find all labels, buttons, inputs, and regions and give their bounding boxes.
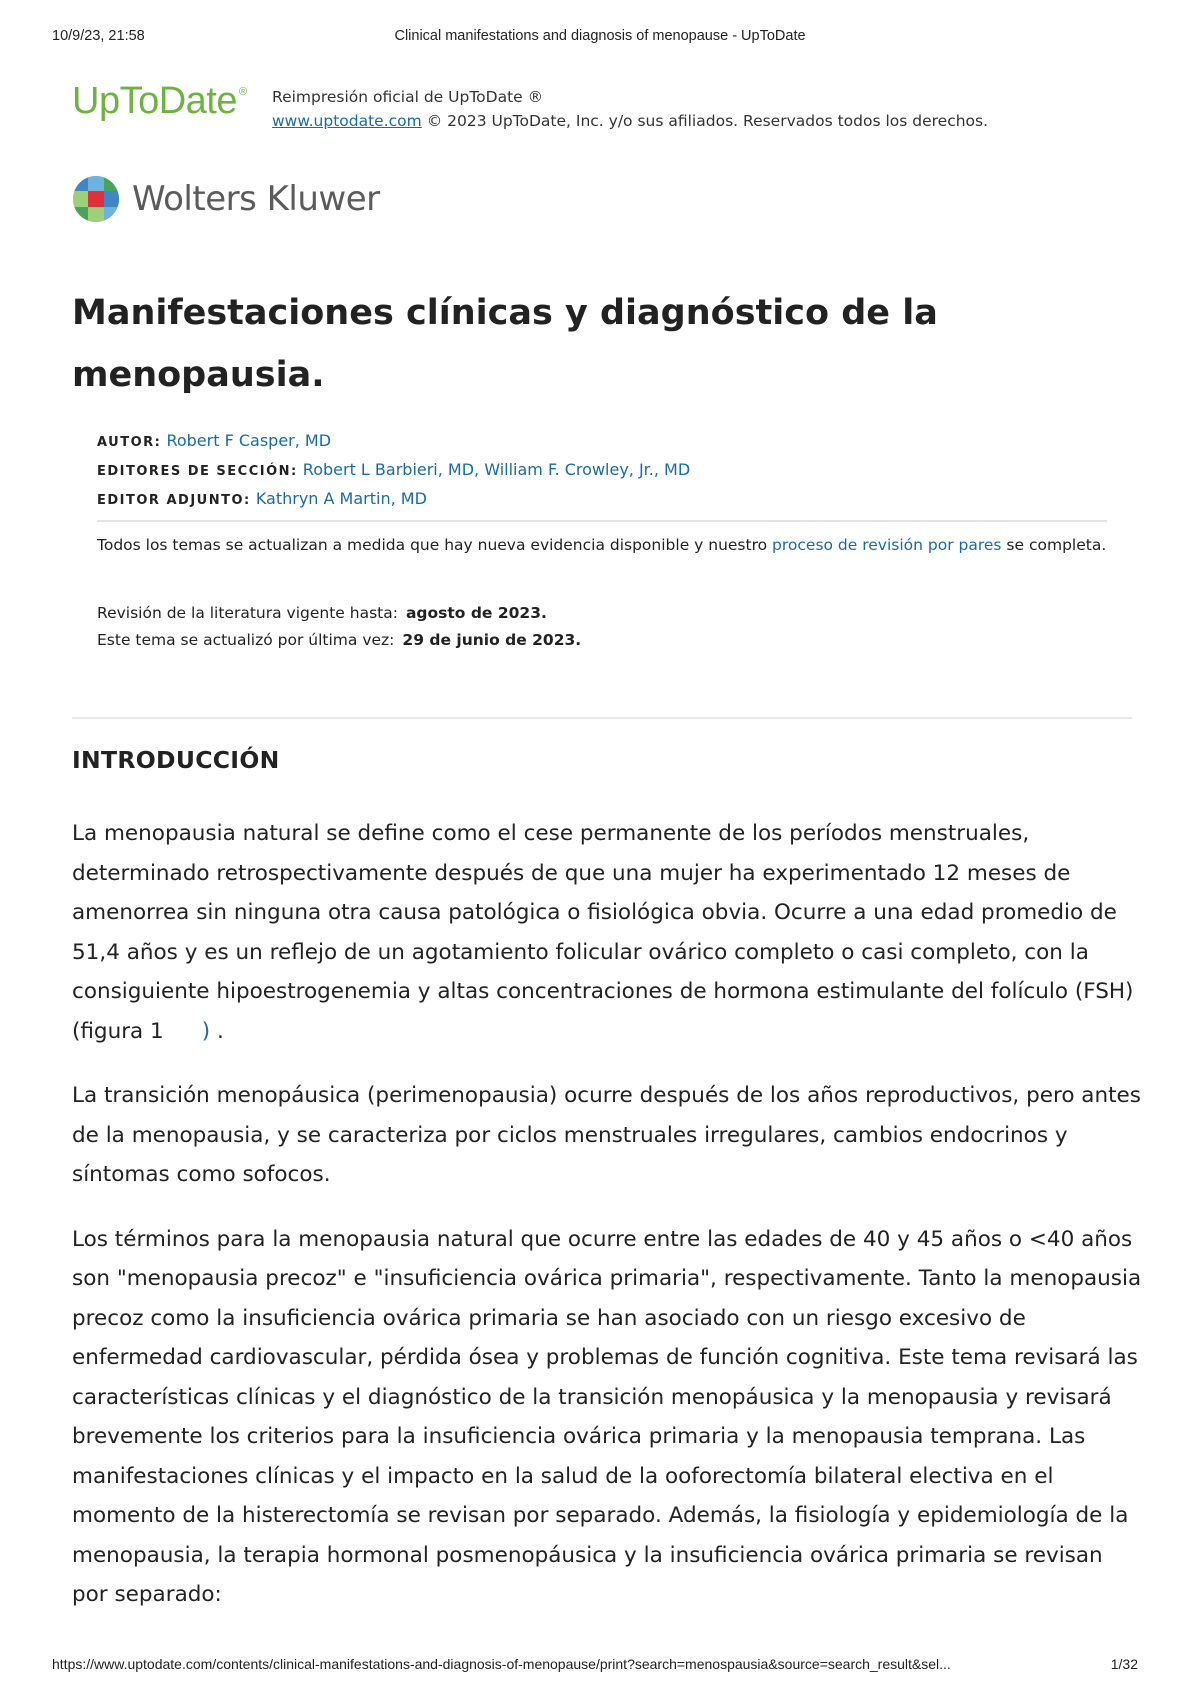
author-label: AUTOR: xyxy=(97,435,162,450)
registered-mark: ® xyxy=(238,86,247,99)
section-editors-link[interactable]: Robert L Barbieri, MD, William F. Crowley, Jr., MD xyxy=(302,460,691,479)
reprint-line: Reimpresión oficial de UpToDate ® xyxy=(272,88,544,106)
lit-review-date: agosto de 2023. xyxy=(405,604,547,622)
section-editors-row xyxy=(97,456,690,485)
print-footer xyxy=(52,1656,1148,1678)
wolters-kluwer-wordmark: Wolters Kluwer xyxy=(132,179,380,219)
lit-review-row xyxy=(97,600,581,627)
divider xyxy=(97,520,1107,522)
intro-body xyxy=(72,814,1142,1640)
intro-heading: INTRODUCCIÓN xyxy=(72,746,280,774)
copyright-line xyxy=(272,112,988,130)
section-divider xyxy=(72,717,1132,719)
deputy-editor-link[interactable]: Kathryn A Martin, MD xyxy=(255,489,427,508)
last-updated-label: Este tema se actualizó por última vez: xyxy=(97,631,395,649)
author-block xyxy=(97,427,690,514)
copyright-text: © 2023 UpToDate, Inc. y/o sus afiliados. Reservados todos los derechos. xyxy=(426,112,989,130)
author-link[interactable]: Robert F Casper, MD xyxy=(166,431,332,450)
print-page-title: Clinical manifestations and diagnosis of menopause - UpToDate xyxy=(394,28,806,44)
uptodate-site-link[interactable]: www.uptodate.com xyxy=(272,112,422,130)
last-updated-row xyxy=(97,627,581,654)
uptodate-logo-text: UpToDate xyxy=(72,80,237,122)
article-title: Manifestaciones clínicas y diagnóstico de la menopausia. xyxy=(72,293,938,395)
deputy-editor-label: EDITOR ADJUNTO: xyxy=(97,493,251,508)
update-note-text: Todos los temas se actualizan a medida que hay nueva evidencia disponible y nuestro xyxy=(97,536,773,554)
intro-paragraph-2: La transición menopáusica (perimenopausia) ocurre después de los años reproductivos, pero antes de la menopausia, y se caracteriza por ciclos menstruales irregulares, cambios endocrinos y síntomas como sofocos. xyxy=(72,1083,1141,1187)
intro-paragraph-1 xyxy=(72,814,1142,1051)
page-number: 1/32 xyxy=(1110,1656,1138,1672)
peer-review-link[interactable]: proceso de revisión por pares xyxy=(772,536,1002,554)
section-editors-label: EDITORES DE SECCIÓN: xyxy=(97,464,298,479)
reprint-notice xyxy=(272,88,988,130)
author-row xyxy=(97,427,690,456)
update-note xyxy=(97,533,1107,558)
figure-1-label: figura 1 xyxy=(80,1018,164,1044)
uptodate-logo xyxy=(72,80,247,123)
paragraph-end: . xyxy=(210,1018,224,1044)
deputy-editor-row xyxy=(97,485,690,514)
print-url: https://www.uptodate.com/contents/clinical-manifestations-and-diagnosis-of-menopause/print?search=menospausia&source=search_result&sel... xyxy=(52,1656,951,1672)
paragraph-text: La menopausia natural se define como el cese permanente de los períodos menstruales, determinado retrospectivamente después de que una mujer ha experimentado 12 meses de amenorrea sin ninguna otra causa patológica o fisiológica obvia. Ocurre a una edad promedio de 51,4 años y es un reflejo de un agotamiento folicular ovárico completo o casi completo, con la consiguiente hipoestrogenemia y altas concentraciones de hormona estimulante del folículo (FSH) ( xyxy=(72,821,1134,1044)
print-header xyxy=(52,28,1148,50)
lit-review-label: Revisión de la literatura vigente hasta: xyxy=(97,604,398,622)
last-updated-date: 29 de junio de 2023. xyxy=(402,631,582,649)
wolters-kluwer-mark-icon xyxy=(72,175,120,223)
update-note-end: se completa. xyxy=(1001,536,1107,554)
review-dates xyxy=(97,600,581,654)
intro-paragraph-3: Los términos para la menopausia natural que ocurre entre las edades de 40 y 45 años o <40 años son "menopausia precoz" e "insuficiencia ovárica primaria", respectivamente. Tanto la menopausia precoz como la insuficiencia ovárica primaria se han asociado con un riesgo excesivo de enfermedad cardiovascular, pérdida ósea y problemas de función cognitiva. Este tema revisará las características clínicas y el diagnóstico de la transición menopáusica y la menopausia y revisará brevemente los criterios para la insuficiencia ovárica primaria y la menopausia temprana. Las manifestaciones clínicas y el impacto en la salud de la ooforectomía bilateral electiva en el momento de la histerectomía se revisan por separado. Además, la fisiología y epidemiología de la menopausia, la terapia hormonal posmenopáusica y la insuficiencia ovárica primaria se revisan por separado: xyxy=(72,1226,1142,1607)
figure-1-link[interactable]: ) xyxy=(201,1018,211,1044)
print-timestamp: 10/9/23, 21:58 xyxy=(52,28,145,44)
